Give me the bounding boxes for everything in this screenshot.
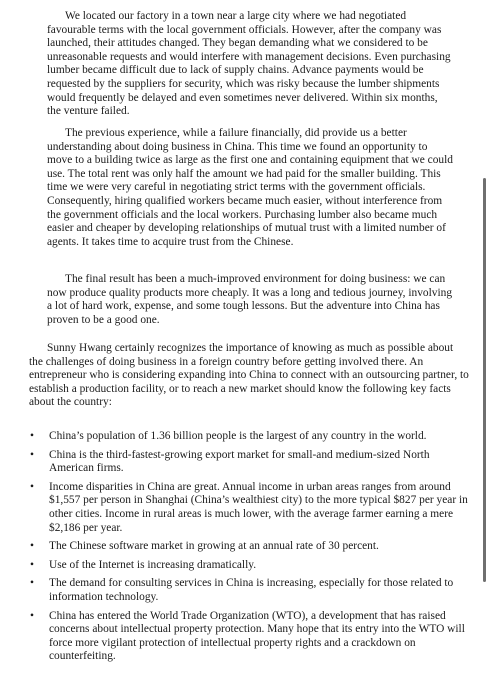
list-item (29, 610, 471, 664)
fact-text: The demand for consulting services in China is increasing, especially for those related to information technology. (49, 577, 454, 603)
quote-paragraph-3: The final result has been a much-improved environment for doing business: we can now produce quality products more cheaply. It was a long and tedious journey, involving a lot of hard work, expense, and some tough lessons. But the adventure into China has proven to be a good one. (47, 273, 453, 326)
list-item (29, 540, 471, 554)
fact-text: Use of the Internet is increasing dramatically. (49, 558, 257, 571)
fact-text: China is the third-fastest-growing export market for small-and medium-sized North American firms. (49, 448, 430, 475)
list-item (29, 481, 471, 535)
vertical-scrollbar[interactable] (483, 178, 486, 582)
facts-list (29, 430, 471, 669)
fact-text: The Chinese software market in growing at an annual rate of 30 percent. (49, 540, 379, 553)
list-item (29, 577, 471, 604)
list-item (29, 449, 471, 476)
bullet-icon: • (30, 558, 34, 571)
fact-text: China’s population of 1.36 billion people is the largest of any country in the world. (49, 430, 427, 442)
bullet-icon: • (30, 609, 34, 622)
bullet-icon: • (30, 430, 34, 442)
intro-paragraph: Sunny Hwang certainly recognizes the importance of knowing as much as possible about the challenges of doing business in a foreign country before getting involved there. An entrepreneur who is considering expanding into China to connect with an outsourcing partner, to establish a production facility, or to reach a new market should know the following key facts about the country: (29, 342, 469, 409)
bullet-icon: • (30, 577, 34, 590)
bullet-icon: • (30, 448, 34, 461)
list-item (29, 559, 471, 573)
quote-paragraph-1: We located our factory in a town near a large city where we had negotiated favourable terms with the local government officials. However, after the company was launched, their attitudes changed. They began demanding what we considered to be unreasonable requests and would interfere with management decisions. Even purchasing lumber became difficult due to lack of supply chains. Advance payments would be requested by the suppliers for security, which was risky because the lumber shipments would frequently be delayed and even sometimes never delivered. Within six months, the venture failed. (47, 10, 451, 118)
quote-paragraph-2: The previous experience, while a failure financially, did provide us a better understanding about doing business in China. This time we found an opportunity to move to a building twice as large as the first one and containing equipment that we could use. The total rent was only half the amount we had paid for the smaller building. This time we were very careful in negotiating strict terms with the government officials. Consequently, hiring qualified workers became much easier, without interference from the government officials and the local workers. Purchasing lumber also became much easier and cheaper by developing relationships of mutual trust with a limited number of agents. It takes time to acquire trust from the Chinese. (47, 127, 453, 248)
fact-text: China has entered the World Trade Organization (WTO), a development that has raised concerns about intellectual property protection. Many hope that its entry into the WTO will force more vigilant protection of intellectual property rights and a crackdown on counterfeiting. (49, 609, 465, 663)
list-item (29, 430, 471, 444)
bullet-icon: • (30, 480, 34, 493)
bullet-icon: • (30, 540, 34, 553)
fact-text: Income disparities in China are great. Annual income in urban areas ranges from around $1,557 per person in Shanghai (China’s wealthiest city) to the more typical $827 per year in other cities. Income in rural areas is much lower, with the average farmer earning a mere $2,186 per year. (49, 480, 468, 534)
